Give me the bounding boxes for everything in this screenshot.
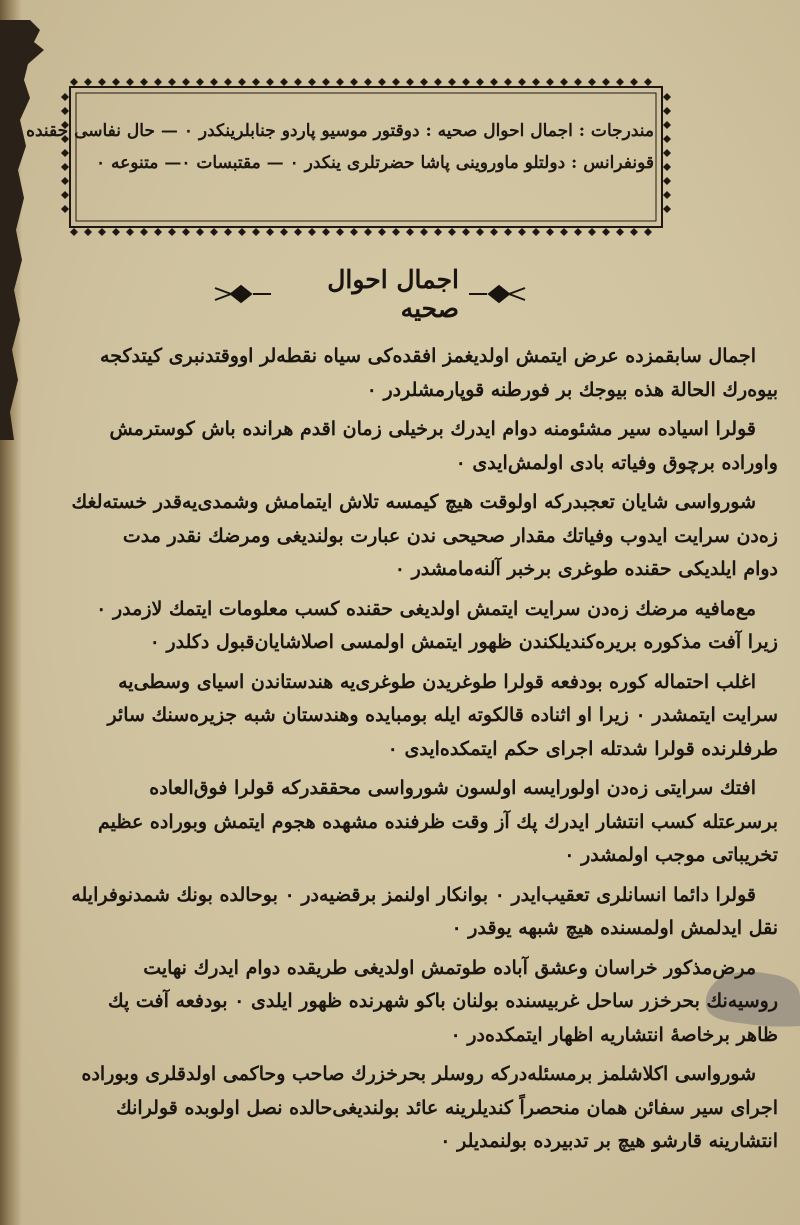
paragraph — [38, 952, 778, 1053]
border-ornament — [663, 121, 671, 129]
border-ornament — [336, 78, 344, 86]
border-ornament — [364, 228, 372, 236]
text-line: مرض‌مذکور خراسان وعشق آباده طوتمش اولدیغی طریقده دوام ایدرك نهایت — [143, 956, 756, 979]
text-line: قولرا دائما انسانلری تعقیب‌ایدر ۰ بوانکار اولنمز برقضیه‌در ۰ بوحالده بونك شمدنوفرایله — [71, 883, 756, 906]
border-ornament — [210, 228, 218, 236]
border-ornament — [112, 78, 120, 86]
border-ornament — [294, 228, 302, 236]
article-heading — [215, 265, 525, 323]
border-ornament — [490, 78, 498, 86]
border-ornament — [532, 228, 540, 236]
border-ornament — [420, 78, 428, 86]
text-line: افتك سرایتی زه‌دن اولورایسه اولسون شورواسی محققدرکه قولرا فوق‌العاده — [149, 777, 756, 799]
text-line: واوراده برچوق وفیاته بادی اولمش‌ایدی ۰ — [455, 451, 778, 474]
border-ornament — [574, 228, 582, 236]
border-ornament — [350, 228, 358, 236]
heading-ornament-right — [469, 284, 525, 304]
border-ornament — [588, 228, 596, 236]
border-ornament — [546, 228, 554, 236]
border-ornament — [504, 228, 512, 236]
border-ornament — [280, 78, 288, 86]
contents-text — [26, 115, 654, 195]
border-ornament — [61, 177, 69, 185]
border-ornament — [546, 78, 554, 86]
border-ornament — [61, 163, 69, 171]
paragraph — [38, 413, 778, 480]
border-ornament — [663, 93, 671, 101]
border-ornament — [630, 228, 638, 236]
border-ornament — [663, 191, 671, 199]
border-ornament — [616, 228, 624, 236]
border-ornament — [630, 78, 638, 86]
border-ornament — [280, 228, 288, 236]
border-ornament — [126, 228, 134, 236]
border-ornament — [168, 78, 176, 86]
text-line: سرایت ایتمشدر ۰ زیرا او اثناده قالکوته ایله بومبایده وهندستان شبه جزیره‌سنك سائر — [107, 704, 778, 726]
border-ornament — [490, 228, 498, 236]
border-ornament — [420, 228, 428, 236]
text-line: نقل ایدلمش اولمسنده هیچ شبهه یوقدر ۰ — [451, 917, 778, 939]
border-ornament — [98, 78, 106, 86]
border-ornament — [224, 228, 232, 236]
text-line: شورواسی اکلاشلمز برمسئله‌درکه روسلر بحرخزرك صاحب وحاکمی اولدقلری وبوراده — [81, 1063, 756, 1085]
text-line: ظاهر برخاصهٔ انتشاریه اظهار ایتمکده‌در ۰ — [450, 1023, 778, 1046]
border-ornament — [663, 205, 671, 213]
border-ornament — [252, 78, 260, 86]
heading-ornament-left — [215, 284, 271, 304]
text-line: اغلب احتماله کوره بودفعه قولرا طوغریدن طوغری‌یه هندستاندن اسیای وسطی‌یه — [118, 670, 756, 693]
border-ornament — [140, 228, 148, 236]
border-ornament — [126, 78, 134, 86]
border-ornament — [602, 228, 610, 236]
border-ornament — [602, 78, 610, 86]
border-ornament — [61, 191, 69, 199]
border-ornament — [434, 228, 442, 236]
border-ornament — [392, 78, 400, 86]
border-ornament — [336, 228, 344, 236]
border-ornament — [378, 228, 386, 236]
border-ornament — [294, 78, 302, 86]
border-ornament — [378, 78, 386, 86]
border-ornament — [210, 78, 218, 86]
text-line: روسیه‌نك بحرخزر ساحل غربیسنده بولنان باکو شهرنده ظهور ایلدی ۰ بودفعه آفت پك — [107, 990, 778, 1012]
border-ornament — [224, 78, 232, 86]
text-line: شورواسی شایان تعجبدرکه اولوقت هیچ کیمسه تلاش ایتمامش وشمدی‌یه‌قدر خسته‌لغك — [71, 491, 756, 513]
border-ornament — [406, 78, 414, 86]
contents-line-1: مندرجات : اجمال احوال صحیه : دوقتور موسیو پاردو جنابلرینکدر ۰ — حال نفاسی حقنده — [26, 121, 654, 141]
border-ornament — [364, 78, 372, 86]
border-ornament — [663, 163, 671, 171]
border-ornament — [61, 205, 69, 213]
border-ornament — [266, 78, 274, 86]
border-ornament — [308, 228, 316, 236]
contents-line-2: قونفرانس : دولتلو ماوروینی پاشا حضرتلری ینکدر ۰ — مقتبسات ۰— متنوعه ۰ — [95, 153, 654, 173]
paragraph — [38, 666, 778, 767]
border-ornament — [61, 149, 69, 157]
border-ornament — [532, 78, 540, 86]
border-ornament — [70, 228, 78, 236]
border-ornament — [84, 228, 92, 236]
contents-box — [26, 77, 672, 237]
border-ornament — [70, 78, 78, 86]
text-line: دوام ایلدیکی حقنده طوغری برخبر آلنه‌مامشدر ۰ — [394, 558, 778, 580]
heading-title: اجمال احوال صحیه — [327, 265, 459, 323]
border-ornament — [308, 78, 316, 86]
text-line: انتشارینه قارشو هیچ بر تدبیرده بولنمدیلر ۰ — [440, 1130, 778, 1152]
border-ornament — [61, 93, 69, 101]
border-ornament — [154, 78, 162, 86]
border-ornament — [238, 78, 246, 86]
text-line: بیوه‌رك الحالة هذه بیوجك بر فورطنه قوپارمشلردر ۰ — [366, 378, 778, 401]
border-ornament — [476, 228, 484, 236]
border-ornament — [266, 228, 274, 236]
paragraph — [38, 879, 778, 946]
border-ornament — [252, 228, 260, 236]
border-ornament — [518, 228, 526, 236]
border-ornament — [644, 78, 652, 86]
text-line: مع‌مافیه مرضك زه‌دن سرایت ایتمش اولدیغی حقنده کسب معلومات ایتمك لازمدر ۰ — [96, 597, 756, 620]
text-line: تخریباتی موجب اولمشدر ۰ — [564, 844, 778, 866]
paragraph — [38, 772, 778, 873]
border-ornament — [663, 177, 671, 185]
text-line: زیرا آفت مذکوره بریره‌کندیلکندن ظهور ایتمش اولمسی اصلاشایان‌قبول دکلدر ۰ — [149, 631, 778, 653]
paragraph — [38, 486, 778, 587]
text-line: اجمال سابقمزده عرض ایتمش اولدیغمز افقده‌کی سیاه نقطه‌لر اووقتدنبری کیتدکجه — [100, 345, 756, 367]
text-line: قولرا اسیاده سیر مشئومنه دوام ایدرك برخیلی زمان اقدم هرانده باش کوسترمش — [109, 418, 756, 440]
border-ornament — [168, 228, 176, 236]
border-ornament — [140, 78, 148, 86]
border-ornament — [84, 78, 92, 86]
border-ornament — [588, 78, 596, 86]
text-line: طرفلرنده قولرا شدتله اجرای حکم ایتمکده‌ایدی ۰ — [387, 737, 778, 760]
border-ornament — [182, 78, 190, 86]
border-ornament — [504, 78, 512, 86]
border-ornament — [350, 78, 358, 86]
paragraph — [38, 1058, 778, 1159]
border-ornament — [434, 78, 442, 86]
border-ornament — [644, 228, 652, 236]
border-ornament — [560, 78, 568, 86]
article-body — [38, 340, 778, 1180]
paragraph — [38, 593, 778, 660]
border-ornament — [406, 228, 414, 236]
text-line: زه‌دن سرایت ایدوب وفیاتك مقدار صحیحی ندن عبارت بولندیغی ومرضك نقدر مدت — [122, 524, 778, 547]
border-ornament — [476, 78, 484, 86]
border-ornament — [663, 149, 671, 157]
border-ornament — [98, 228, 106, 236]
border-ornament — [61, 107, 69, 115]
border-ornament — [616, 78, 624, 86]
border-ornament — [448, 78, 456, 86]
border-ornament — [663, 135, 671, 143]
border-ornament — [322, 78, 330, 86]
border-ornament — [392, 228, 400, 236]
border-ornament — [322, 228, 330, 236]
border-ornament — [448, 228, 456, 236]
border-ornament — [196, 78, 204, 86]
border-ornament — [574, 78, 582, 86]
border-ornament — [462, 78, 470, 86]
border-ornament — [663, 107, 671, 115]
paragraph — [38, 340, 778, 407]
border-ornament — [560, 228, 568, 236]
border-ornament — [182, 228, 190, 236]
text-line: اجرای سیر سفائن همان منحصراً کندیلرینه عائد بولندیغی‌حالده نصل اولوبده قولرانك — [116, 1096, 778, 1119]
text-line: برسرعتله کسب انتشار ایدرك پك آز وقت ظرفنده مشهده هجوم ایتمش وبوراده عظیم — [98, 810, 778, 833]
border-ornament — [462, 228, 470, 236]
border-ornament — [238, 228, 246, 236]
border-ornament — [518, 78, 526, 86]
border-ornament — [112, 228, 120, 236]
border-ornament — [196, 228, 204, 236]
border-ornament — [154, 228, 162, 236]
